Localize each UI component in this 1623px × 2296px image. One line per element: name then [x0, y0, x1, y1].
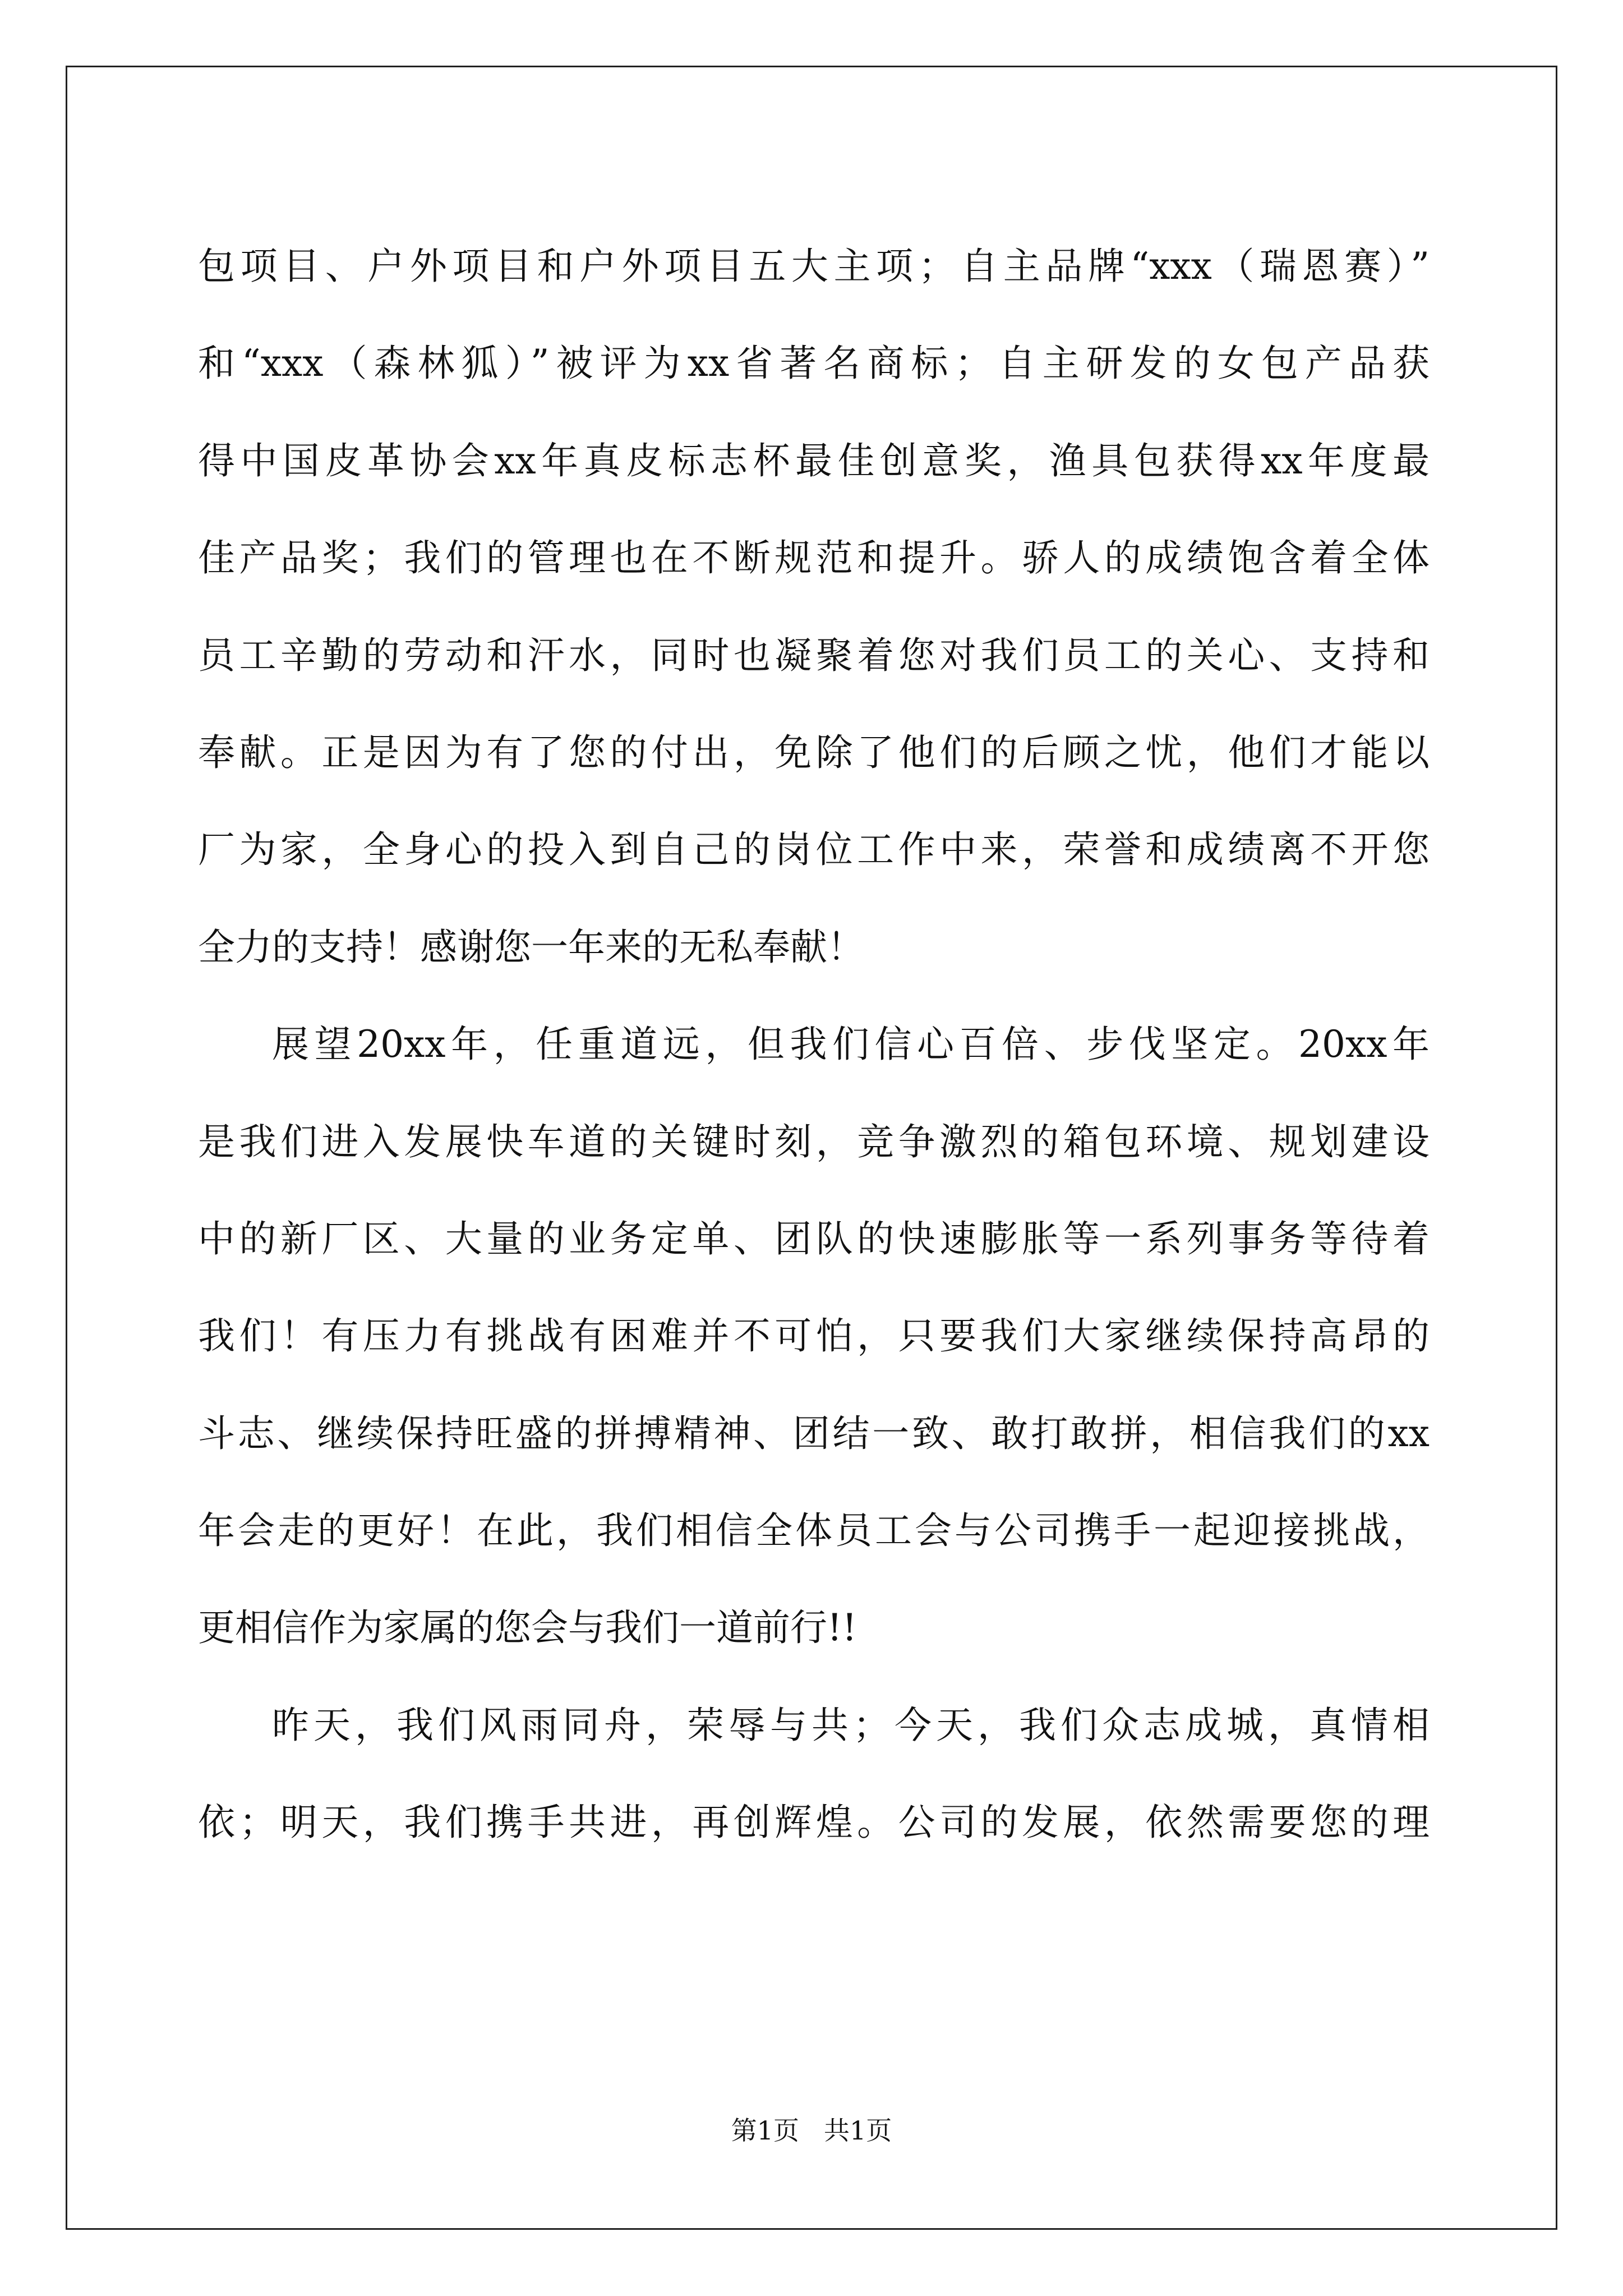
text-line: 斗志、继续保持旺盛的拼搏精神、团结一致、敢打敢拼，相信我们的xx	[198, 1411, 1430, 1455]
text-line: 是我们进入发展快车道的关键时刻，竞争激烈的箱包环境、规划建设	[198, 1120, 1430, 1163]
paragraph-first-line: 展望20xx年，任重道远，但我们信心百倍、步伐坚定。20xx年	[272, 1023, 1430, 1066]
text-line: 更相信作为家属的您会与我们一道前行!!	[198, 1606, 857, 1650]
text-line: 和“xxx（森林狐）”被评为xx省著名商标；自主研发的女包产品获	[198, 342, 1430, 385]
text-line: 员工辛勤的劳动和汗水，同时也凝聚着您对我们员工的关心、支持和	[198, 633, 1430, 677]
text-line: 中的新厂区、大量的业务定单、团队的快速膨胀等一系列事务等待着	[198, 1217, 1430, 1260]
text-line: 年会走的更好！在此，我们相信全体员工会与公司携手一起迎接挑战，	[198, 1509, 1430, 1553]
page-number-total: 共1页	[824, 2115, 892, 2146]
paragraph-first-line: 昨天，我们风雨同舟，荣辱与共；今天，我们众志成城，真情相	[272, 1703, 1430, 1747]
text-line: 得中国皮革协会xx年真皮标志杯最佳创意奖，渔具包获得xx年度最	[198, 439, 1430, 482]
text-line: 全力的支持！感谢您一年来的无私奉献！	[198, 925, 864, 969]
page-number-current: 第1页	[731, 2115, 799, 2146]
page-footer	[0, 2114, 1623, 2147]
document-body	[198, 218, 1430, 1871]
text-line: 我们！有压力有挑战有困难并不可怕，只要我们大家继续保持高昂的	[198, 1314, 1430, 1358]
text-line: 佳产品奖；我们的管理也在不断规范和提升。骄人的成绩饱含着全体	[198, 536, 1430, 580]
text-line: 奉献。正是因为有了您的付出，免除了他们的后顾之忧，他们才能以	[198, 730, 1430, 774]
text-line: 包项目、户外项目和户外项目五大主项；自主品牌“xxx（瑞恩赛）”	[198, 245, 1430, 288]
text-line: 依；明天，我们携手共进，再创辉煌。公司的发展，依然需要您的理	[198, 1801, 1430, 1844]
text-line: 厂为家，全身心的投入到自己的岗位工作中来，荣誉和成绩离不开您	[198, 828, 1430, 872]
